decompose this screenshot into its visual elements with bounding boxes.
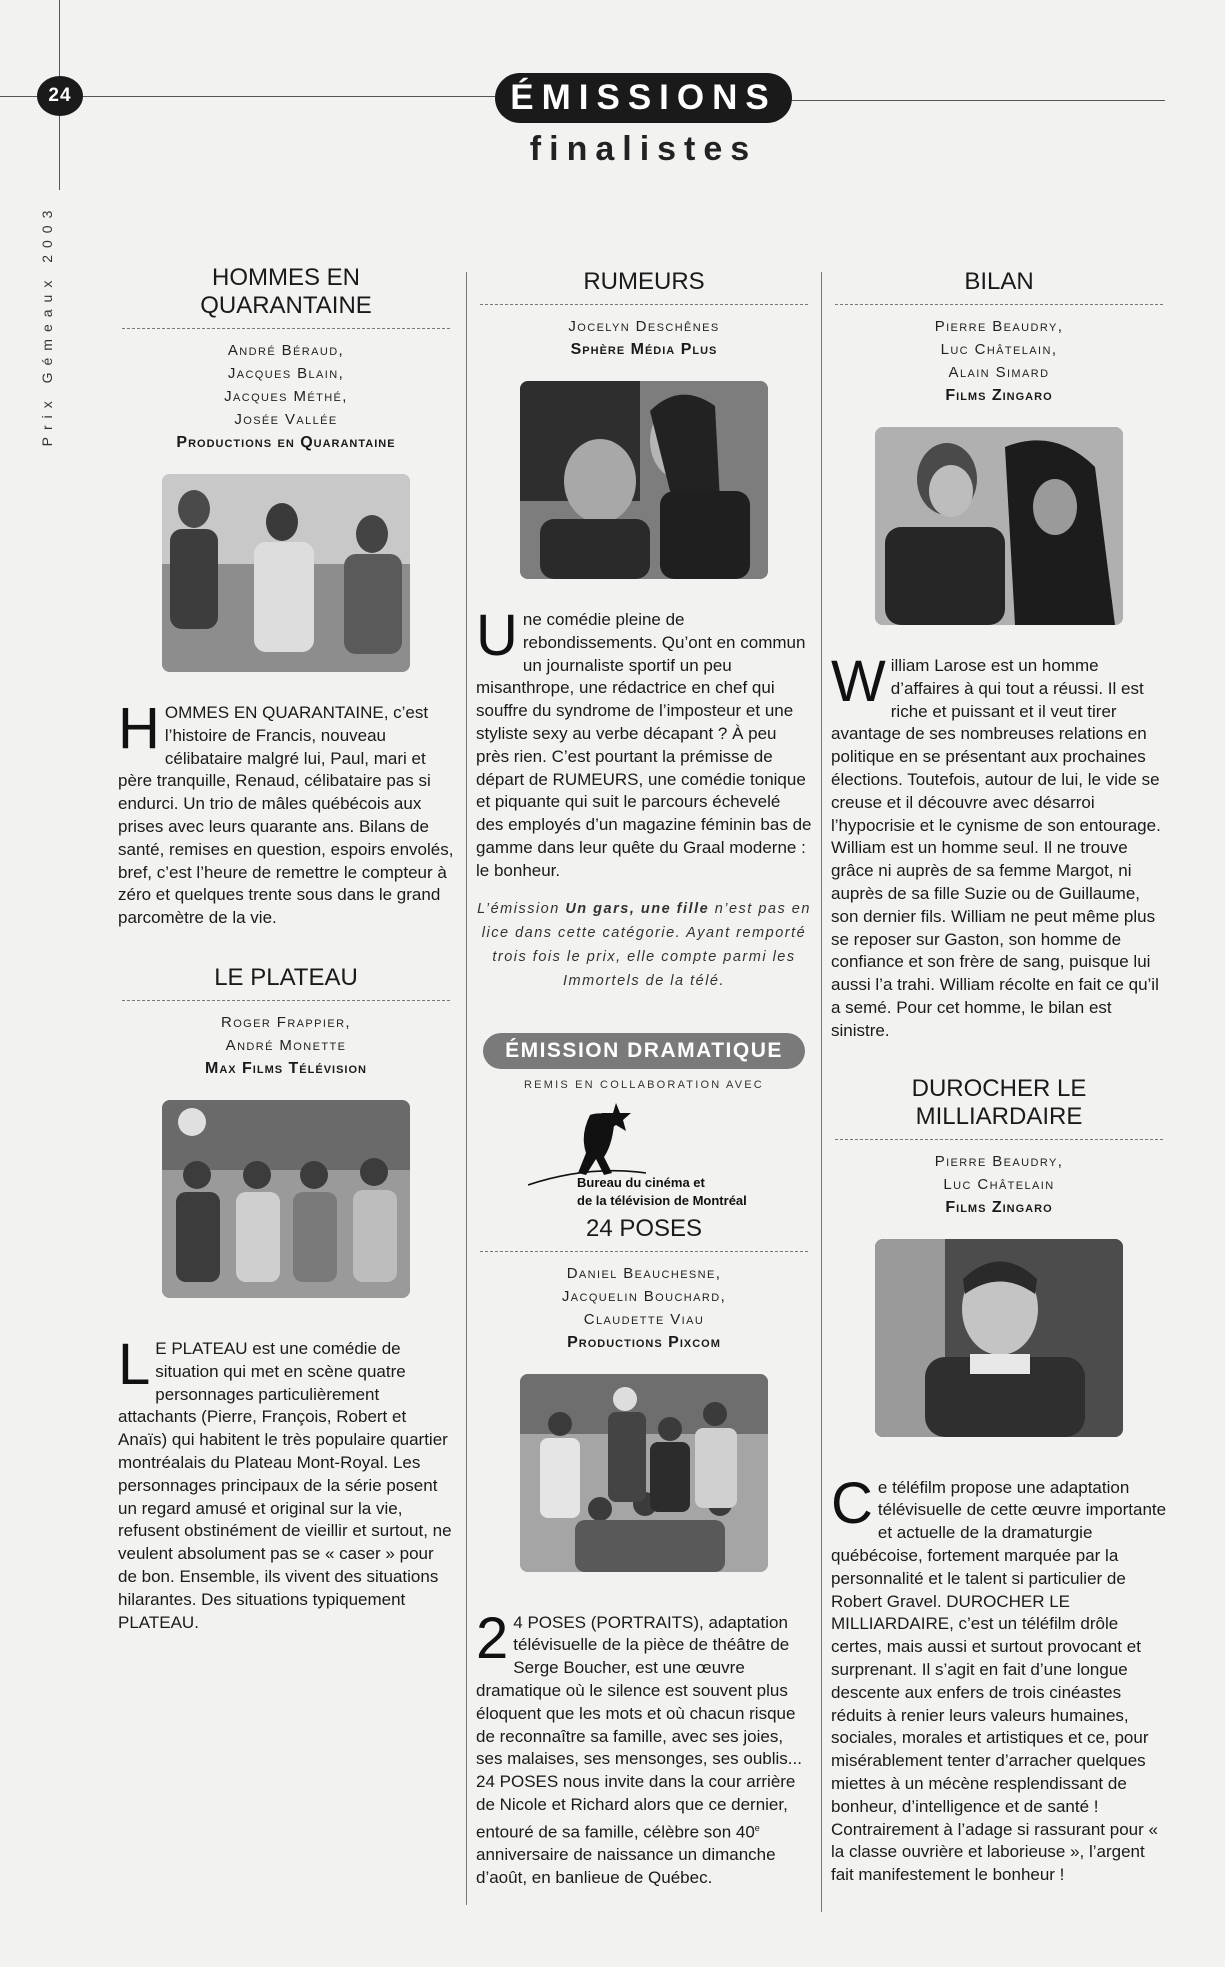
production-company: Max Films Télévision: [204, 1059, 367, 1077]
drop-cap: H: [118, 696, 160, 761]
description-text: 4 POSES (PORTRAITS), adaptation télévisuelle de la pièce de théâtre de Serge Boucher, est une œuvre dramatique où le silence est souvent plus éloquent que les mots et où chacun risque de reconnaître sa famille, avec ses joies, ses malaises, ses mensonges, ses oublis... 24 POSES nous invite dans la cour arrière de Nicole et Richard alors que ce dernier, entouré de sa famille, célèbre son 40: [476, 1612, 802, 1842]
note-prefix: L’émission: [477, 900, 566, 917]
sponsor-name-line2: de la télévision de Montréal: [577, 1192, 747, 1208]
show-photo: [162, 1100, 410, 1298]
column-separator: [466, 272, 467, 1905]
credits: [831, 315, 1167, 407]
description-text: OMMES EN QUARANTAINE, c’est l’histoire de Francis, nouveau célibataire malgré lui, Paul, mari et père tranquille, Renaud, célibataire pas si endurci. Un trio de mâles québécois aux prises avec leurs quarante ans. Bilans de santé, remises en question, espoirs envolés, bref, c’est l’heure de remettre le compteur à zéro et quelques trente sous dans le grand parcomètre de la vie.: [118, 703, 454, 928]
show-hommes-en-quarantaine: [118, 264, 454, 930]
show-photo: [520, 1374, 768, 1572]
credits: [476, 1262, 812, 1354]
credit-name: Pierre Beaudry,: [934, 318, 1064, 335]
production-company: Films Zingaro: [945, 387, 1053, 404]
note-suffix: n’est pas en lice dans cette catégorie. Ayant remporté trois fois le prix, elle compte parmi les Immortels de la télé.: [481, 900, 811, 989]
credit-name: André Monette: [225, 1036, 347, 1054]
show-description: [118, 696, 454, 930]
collab-text: REMIS EN COLLABORATION AVEC: [524, 1078, 764, 1091]
editor-note: [476, 897, 812, 993]
drop-cap: C: [831, 1470, 873, 1536]
show-description: [476, 603, 812, 883]
description-text: ne comédie pleine de rebondissements. Qu’ont en commun un journaliste sportif un peu misanthrope, une rédactrice en chef qui souffre du syndrome de l’imposteur et une styliste sexy au verbe décapant ? À peu près rien. C’est pourtant la prémisse de départ de RUMEURS, une comédie tonique et piquante qui suit le parcours échevelé des employés d’un magazine féminin bas de gamme dans leur quête du Graal moderne : le bonheur.: [476, 610, 812, 880]
header-rule-mid: [83, 96, 495, 97]
credit-name: Luc Châtelain: [943, 1175, 1055, 1193]
column-middle: [476, 268, 812, 1890]
show-title: RUMEURS: [480, 268, 808, 305]
credit-name: Luc Châtelain,: [940, 341, 1058, 358]
production-company: Films Zingaro: [945, 1198, 1053, 1216]
category-block: [476, 1033, 812, 1211]
production-company: Productions Pixcom: [567, 1333, 721, 1351]
margin-rule-top: [59, 0, 60, 76]
show-le-plateau: [118, 964, 454, 1634]
credits: [476, 315, 812, 361]
description-text: e téléfilm propose une adaptation télévisuelle de cette œuvre importante et actuelle de la dramaturgie québécoise, fortement marquée par la personnalité et le talent si particulier de Robert Gravel. DUROCHER LE MILLIARDAIRE, c’est un téléfilm drôle certes, mais aussi et surtout provocant et surprenant. Il s’agit en fait d’une longue descente aux enfers de trois cinéastes réduits à renier leurs valeurs humaines, sociales, morales et artistiques et ce, pour misérablement tenter d’arracher quelques miettes à un mécène resplendissant de bonheur, d’intelligence et de santé ! Contrairement à l’adage si rassurant pour « la classe ouvrière et laborieuse », l’argent fait manifestement le bonheur !: [831, 1477, 1167, 1885]
credits: [831, 1150, 1167, 1219]
show-24-poses: [476, 1215, 812, 1890]
production-company: Sphère Média Plus: [570, 341, 718, 358]
column-separator: [821, 272, 822, 1912]
credit-name: Daniel Beauchesne,: [566, 1264, 722, 1282]
credits: [118, 339, 454, 454]
ordinal-suffix: e: [754, 1822, 760, 1833]
show-description: [476, 1605, 812, 1890]
show-title: BILAN: [835, 268, 1163, 305]
show-description: [831, 1470, 1167, 1887]
show-photo: [875, 427, 1123, 625]
header-rule-right: [792, 100, 1165, 101]
margin-rule-bottom: [59, 116, 60, 190]
description-text-end: anniversaire de naissance un dimanche d’août, en banlieue de Québec.: [476, 1845, 776, 1887]
column-left: [118, 264, 454, 1634]
show-rumeurs: [476, 268, 812, 993]
show-description: [118, 1331, 454, 1634]
section-subtitle: finalistes: [529, 130, 758, 168]
credit-name: Josée Vallée: [234, 411, 338, 428]
section-title: ÉMISSIONS: [495, 73, 792, 123]
drop-cap: U: [476, 603, 518, 668]
show-description: [831, 649, 1167, 1043]
sponsor-logo: [476, 1101, 812, 1211]
show-title: 24 POSES: [480, 1215, 808, 1252]
show-title: HOMMES EN QUARANTAINE: [122, 264, 450, 329]
category-label: ÉMISSION DRAMATIQUE: [483, 1033, 805, 1069]
credit-name: Pierre Beaudry,: [934, 1152, 1064, 1170]
show-bilan: [831, 268, 1167, 1043]
description-text: E PLATEAU est une comédie de situation qui met en scène quatre personnages particulièrement attachants (Pierre, François, Robert et Anaïs) qui habitent le très populaire quartier montréalais du Plateau Mont-Royal. Les personnages principaux de la série posent un regard amusé et original sur la vie, refusent obstinément de vieillir et surtout, ne veulent absolument pas se « caser » pour de bon. Ensemble, ils vivent des situations hilarantes. Des situations typiquement PLATEAU.: [118, 1338, 452, 1632]
page-number: 24: [37, 76, 83, 116]
header-rule-left: [0, 96, 37, 97]
credit-name: André Béraud,: [227, 342, 345, 359]
show-photo: [162, 474, 410, 672]
show-photo: [520, 381, 768, 579]
drop-cap: W: [831, 649, 886, 714]
column-right: [831, 268, 1167, 1887]
credit-name: Claudette Viau: [583, 1310, 705, 1328]
credit-name: Jacquelin Bouchard,: [561, 1287, 727, 1305]
production-company: Productions en Quarantaine: [176, 434, 396, 451]
credit-name: Alain Simard: [948, 364, 1050, 381]
drop-cap: L: [118, 1331, 151, 1397]
sponsor-name-line1: Bureau du cinéma et: [577, 1174, 705, 1190]
drop-cap: 2: [476, 1605, 509, 1671]
credit-name: Jocelyn Deschênes: [568, 318, 720, 335]
credit-name: Jacques Blain,: [227, 365, 345, 382]
description-text: illiam Larose est un homme d’affaires à qui tout a réussi. Il est riche et puissant et il veut tirer avantage de ses nombreuses relations en politique en se présentant aux prochaines élections. Toutefois, autour de lui, le vide se creuse et il découvre avec désarroi l’hypocrisie et le cynisme de son entourage. William est un homme seul. Il ne trouve grâce ni auprès de sa femme Margot, ni auprès de sa fille Suzie ou de Guillaume, son dernier fils. William ne peut même plus se reposer sur Gaston, son homme de confiance et son frère de sang, puisque lui aussi l’a trahi. William récolte en fait ce qu’il a semé. Pour cet homme, le bilan est sinistre.: [831, 656, 1161, 1040]
show-photo: [875, 1239, 1123, 1437]
show-title: LE PLATEAU: [122, 964, 450, 1001]
show-title: DUROCHER LE MILLIARDAIRE: [835, 1075, 1163, 1140]
credits: [118, 1011, 454, 1080]
credit-name: Roger Frappier,: [220, 1013, 351, 1031]
side-label: Prix Gémeaux 2003: [39, 203, 55, 447]
note-show-name: Un gars, une fille: [565, 900, 710, 917]
credit-name: Jacques Méthé,: [224, 388, 348, 405]
show-durocher-le-milliardaire: [831, 1075, 1167, 1887]
